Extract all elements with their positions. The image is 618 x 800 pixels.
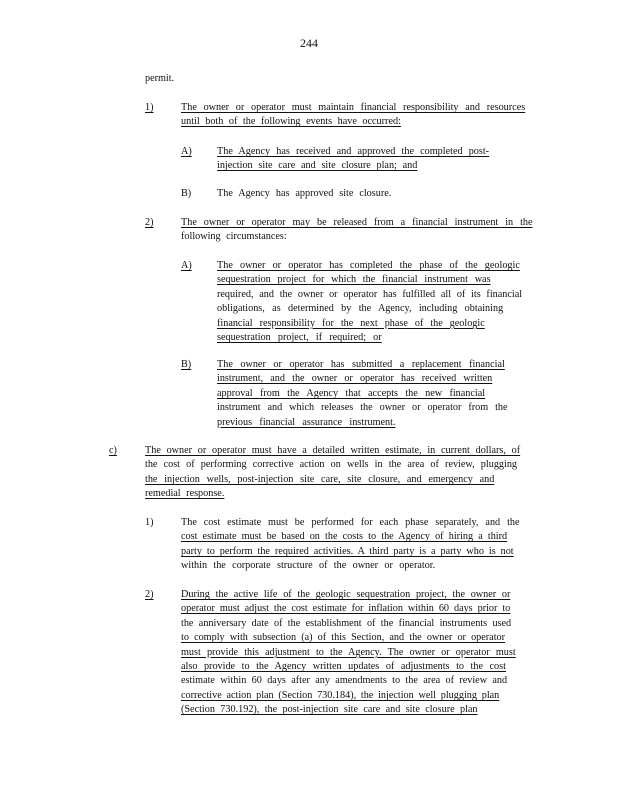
item-label: B) (181, 359, 192, 370)
item-2-text: The owner or operator may be released from a financial instrument in the following circumstances: (181, 217, 533, 243)
item-c-text: The owner or operator must have a detailed written estimate, in current dollars, of the cost of performing corrective action on wells in the area of review, plugging the injection wells, post-injection site care, site closure, and emergency and remedial response. (145, 445, 521, 500)
item-label: 2) (145, 217, 154, 228)
item-label: 1) (145, 102, 154, 113)
item-label: A) (181, 260, 192, 271)
continuation-text: permit. (145, 73, 175, 84)
page-number: 244 (300, 36, 318, 50)
item-1a-text: The Agency has received and approved the completed post- injection site care and site closure plan; and (217, 146, 490, 172)
item-label: A) (181, 146, 192, 157)
item-label: 1) (145, 517, 154, 528)
item-1-text: The owner or operator must maintain financial responsibility and resources until both of the following events have occurred: (181, 102, 526, 128)
item-label: c) (109, 445, 117, 456)
item-c2-text: During the active life of the geologic sequestration project, the owner or operator must adjust the cost estimate for inflation within 60 days prior to the anniversary date of the establishment of the financial instruments used to comply with subsection (a) of this Section, and the owner or operator must provide this adjustment to the Agency. The owner or operator must also provide to the Agency written updates of adjustments to the cost estimate within 60 days after any amendments to the area of review and corrective action plan (Section 730.184), the injection well plugging plan (Section 730.192), the post-injection site care and site closure plan (181, 589, 516, 716)
item-label: B) (181, 188, 192, 199)
item-c1-text: The cost estimate must be performed for each phase separately, and the cost estimate must be based on the costs to the Agency of hiring a third party to perform the required activities. A third party is a party who is not within the corporate structure of the owner or operator. (181, 517, 520, 572)
item-1b-text: The Agency has approved site closure. (217, 188, 392, 199)
item-label: 2) (145, 589, 154, 600)
item-2b-text: The owner or operator has submitted a replacement financial instrument, and the owner or operator has received written approval from the Agency that accepts the new financial instrument and which releases the owner or operator from the previous financial assurance instrument. (217, 359, 508, 428)
item-2a-text: The owner or operator has completed the phase of the geologic sequestration project for which the financial instrument was required, and the owner or operator has fulfilled all of its financial obligations, as determined by the Agency, including obtaining financial responsibility for the next phase of the geologic sequestration project, if required; or (217, 260, 523, 344)
